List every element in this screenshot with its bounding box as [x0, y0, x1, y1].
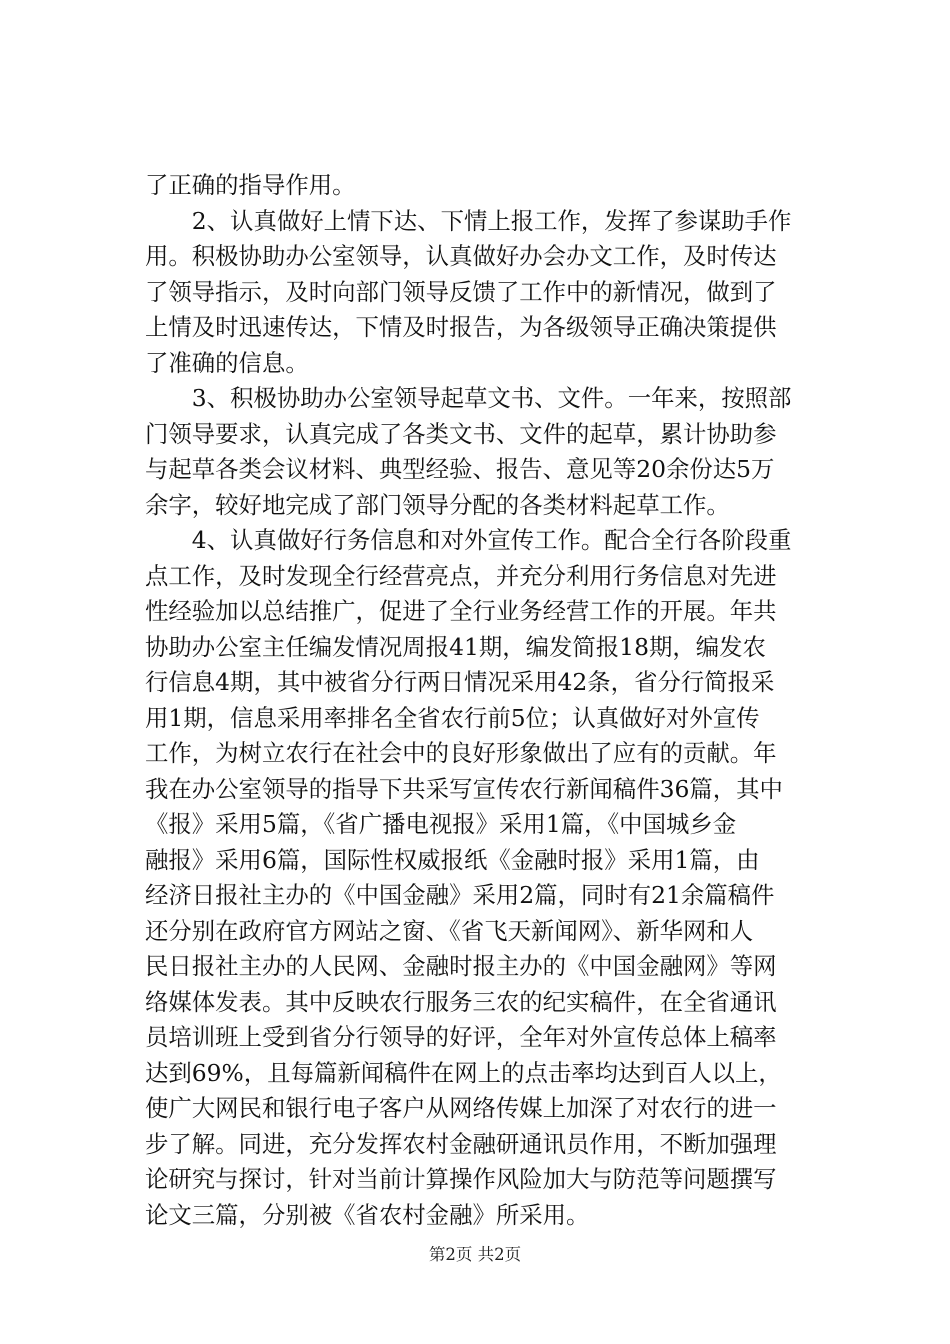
text-line: 了准确的信息。	[145, 348, 309, 377]
text-line: 协助办公室主任编发情况周报41期，编发简报18期，编发农	[145, 632, 766, 661]
text-line: 工作，为树立农行在社会中的良好形象做出了应有的贡献。年	[145, 739, 777, 767]
text-line: 点工作，及时发现全行经营亮点，并充分利用行务信息对先进	[145, 561, 777, 590]
text-line: 达到69%，且每篇新闻稿件在网上的点击率均达到百人以上，	[145, 1058, 782, 1087]
text-line: 了领导指示，及时向部门领导反馈了工作中的新情况，做到了	[145, 277, 777, 306]
page-number-footer: 第2页 共2页	[428, 1245, 522, 1264]
text-line: 论文三篇，分别被《省农村金融》所采用。	[145, 1200, 590, 1229]
text-line: 行信息4期，其中被省分行两日情况采用42条，省分行简报采	[145, 668, 775, 696]
text-line: 3、积极协助办公室领导起草文书、文件。一年来，按照部	[145, 384, 792, 412]
text-line: 我在办公室领导的指导下共采写宣传农行新闻稿件36篇，其中	[145, 774, 783, 803]
text-line: 员培训班上受到省分行领导的好评，全年对外宣传总体上稿率	[145, 1023, 777, 1051]
document-body	[145, 168, 810, 1233]
text-line: 步了解。同进，充分发挥农村金融研通讯员作用，不断加强理	[145, 1129, 777, 1158]
text-line: 用。积极协助办公室领导，认真做好办会办文工作，及时传达	[145, 242, 777, 270]
text-line: 门领导要求，认真完成了各类文书、文件的起草，累计协助参	[145, 419, 777, 448]
text-line: 2、认真做好上情下达、下情上报工作，发挥了参谋助手作	[145, 206, 792, 235]
text-line: 用1期，信息采用率排名全省农行前5位；认真做好对外宣传	[145, 703, 760, 732]
text-line: 上情及时迅速传达，下情及时报告，为各级领导正确决策提供	[145, 313, 777, 341]
text-line: 与起草各类会议材料、典型经验、报告、意见等20余份达5万	[145, 455, 775, 483]
text-line: 了正确的指导作用。	[145, 171, 356, 199]
text-line: 性经验加以总结推广，促进了全行业务经营工作的开展。年共	[145, 597, 777, 625]
text-line: 还分别在政府官方网站之窗、《省飞天新闻网》、新华网和人	[145, 916, 754, 945]
text-line: 4、认真做好行务信息和对外宣传工作。配合全行各阶段重	[145, 526, 792, 554]
text-line: 使广大网民和银行电子客户从网络传媒上加深了对农行的进一	[145, 1094, 777, 1122]
text-line: 余字，较好地完成了部门领导分配的各类材料起草工作。	[145, 490, 730, 519]
text-line: 融报》采用6篇，国际性权威报纸《金融时报》采用1篇，由	[145, 845, 760, 874]
text-line: 经济日报社主办的《中国金融》采用2篇，同时有21余篇稿件	[145, 881, 775, 909]
text-line: 民日报社主办的人民网、金融时报主办的《中国金融网》等网	[145, 952, 777, 980]
text-line: 《报》采用5篇，《省广播电视报》采用1篇，《中国城乡金	[145, 810, 737, 838]
text-line: 论研究与探讨，针对当前计算操作风险加大与防范等问题撰写	[145, 1165, 777, 1193]
text-line: 络媒体发表。其中反映农行服务三农的纪实稿件，在全省通讯	[145, 987, 777, 1016]
